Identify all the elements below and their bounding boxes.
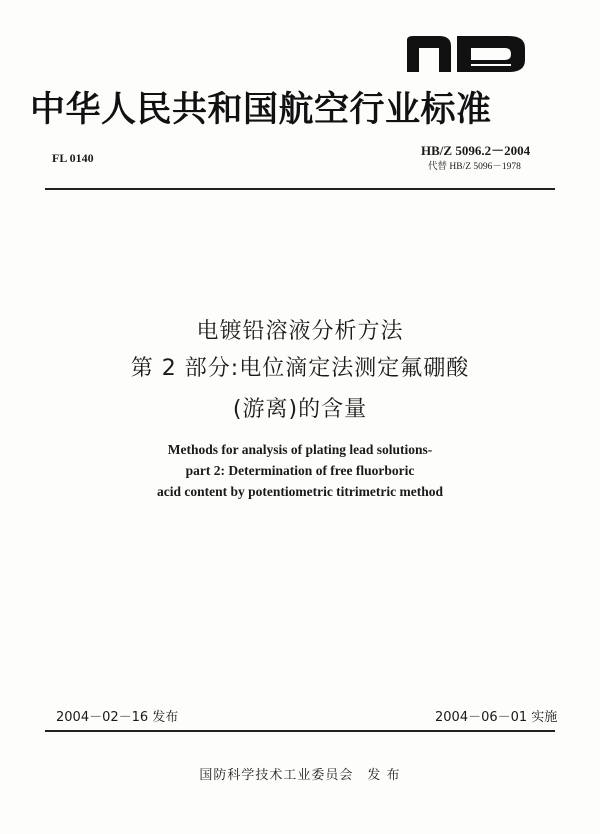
issue-date: 2004－02－16 发布 bbox=[56, 710, 179, 725]
publisher: 国防科学技术工业委员会 发 布 bbox=[199, 768, 401, 783]
cn-title-line-3: (游离)的含量 bbox=[232, 397, 368, 422]
cn-title-line-1: 电镀铅溶液分析方法 bbox=[196, 319, 404, 344]
standard-number: HB/Z 5096.2－2004 bbox=[421, 143, 531, 158]
en-title-line-2: part 2: Determination of free fluorboric bbox=[185, 463, 415, 478]
org-title: 中华人民共和国航空行业标准 bbox=[30, 90, 492, 130]
hb-logo bbox=[405, 34, 527, 74]
en-title-line-1: Methods for analysis of plating lead solutions- bbox=[167, 442, 433, 457]
bottom-divider bbox=[45, 730, 555, 732]
implementation-date: 2004－06－01 实施 bbox=[435, 710, 558, 725]
top-divider bbox=[45, 188, 555, 190]
cn-title-line-2: 第 2 部分:电位滴定法测定氟硼酸 bbox=[130, 356, 470, 381]
en-title-line-3: acid content by potentiometric titrimetric method bbox=[156, 484, 444, 499]
classification-code: FL 0140 bbox=[52, 151, 94, 165]
replaces-standard: 代替 HB/Z 5096－1978 bbox=[428, 162, 521, 172]
